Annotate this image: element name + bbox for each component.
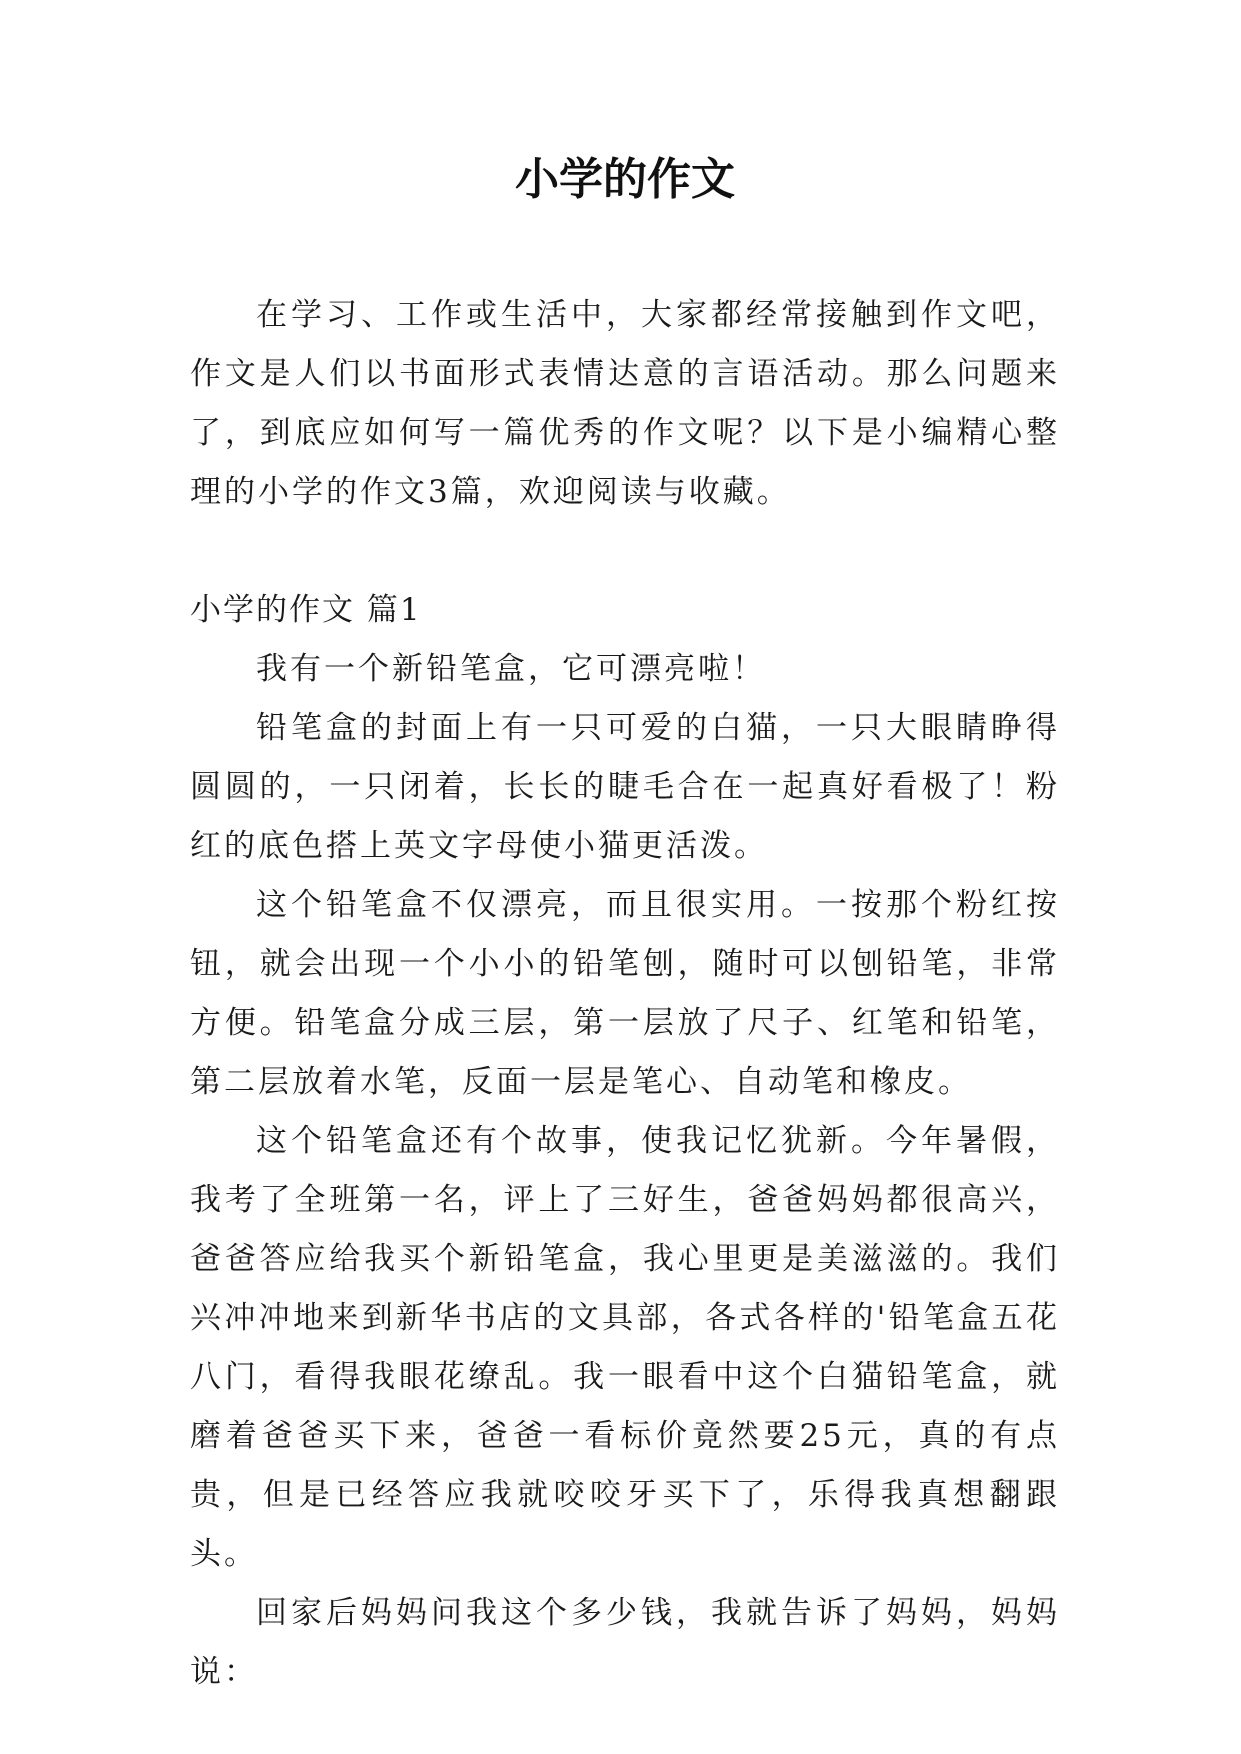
document-body [190, 286, 1060, 1702]
body-paragraph: 回家后妈妈问我这个多少钱，我就告诉了妈妈，妈妈说： [190, 1595, 1060, 1690]
document-page [190, 0, 1060, 1754]
body-paragraph: 我有一个新铅笔盒，它可漂亮啦！ [256, 651, 766, 687]
body-paragraph: 这个铅笔盒不仅漂亮，而且很实用。一按那个粉红按钮，就会出现一个小小的铅笔刨，随时可以刨铅笔，非常方便。铅笔盒分成三层，第一层放了尺子、红笔和铅笔，第二层放着水笔，反面一层是笔心、自动笔和橡皮。 [190, 887, 1060, 1100]
document-title: 小学的作文 [515, 154, 735, 205]
section-heading: 小学的作文 篇1 [190, 592, 422, 628]
body-paragraph: 铅笔盒的封面上有一只可爱的白猫，一只大眼睛睁得圆圆的，一只闭着，长长的睫毛合在一起真好看极了！粉红的底色搭上英文字母使小猫更活泼。 [190, 710, 1060, 864]
body-paragraph: 这个铅笔盒还有个故事，使我记忆犹新。今年暑假，我考了全班第一名，评上了三好生，爸爸妈妈都很高兴，爸爸答应给我买个新铅笔盒，我心里更是美滋滋的。我们兴冲冲地来到新华书店的文具部，各式各样的'铅笔盒五花八门，看得我眼花缭乱。我一眼看中这个白猫铅笔盒，就磨着爸爸买下来，爸爸一看标价竟然要25元，真的有点贵，但是已经答应我就咬咬牙买下了，乐得我真想翻跟头。 [190, 1123, 1060, 1572]
blank-line [190, 522, 1060, 581]
intro-paragraph: 在学习、工作或生活中，大家都经常接触到作文吧，作文是人们以书面形式表情达意的言语活动。那么问题来了，到底应如何写一篇优秀的作文呢？以下是小编精心整理的小学的作文3篇，欢迎阅读与收藏。 [190, 297, 1060, 510]
